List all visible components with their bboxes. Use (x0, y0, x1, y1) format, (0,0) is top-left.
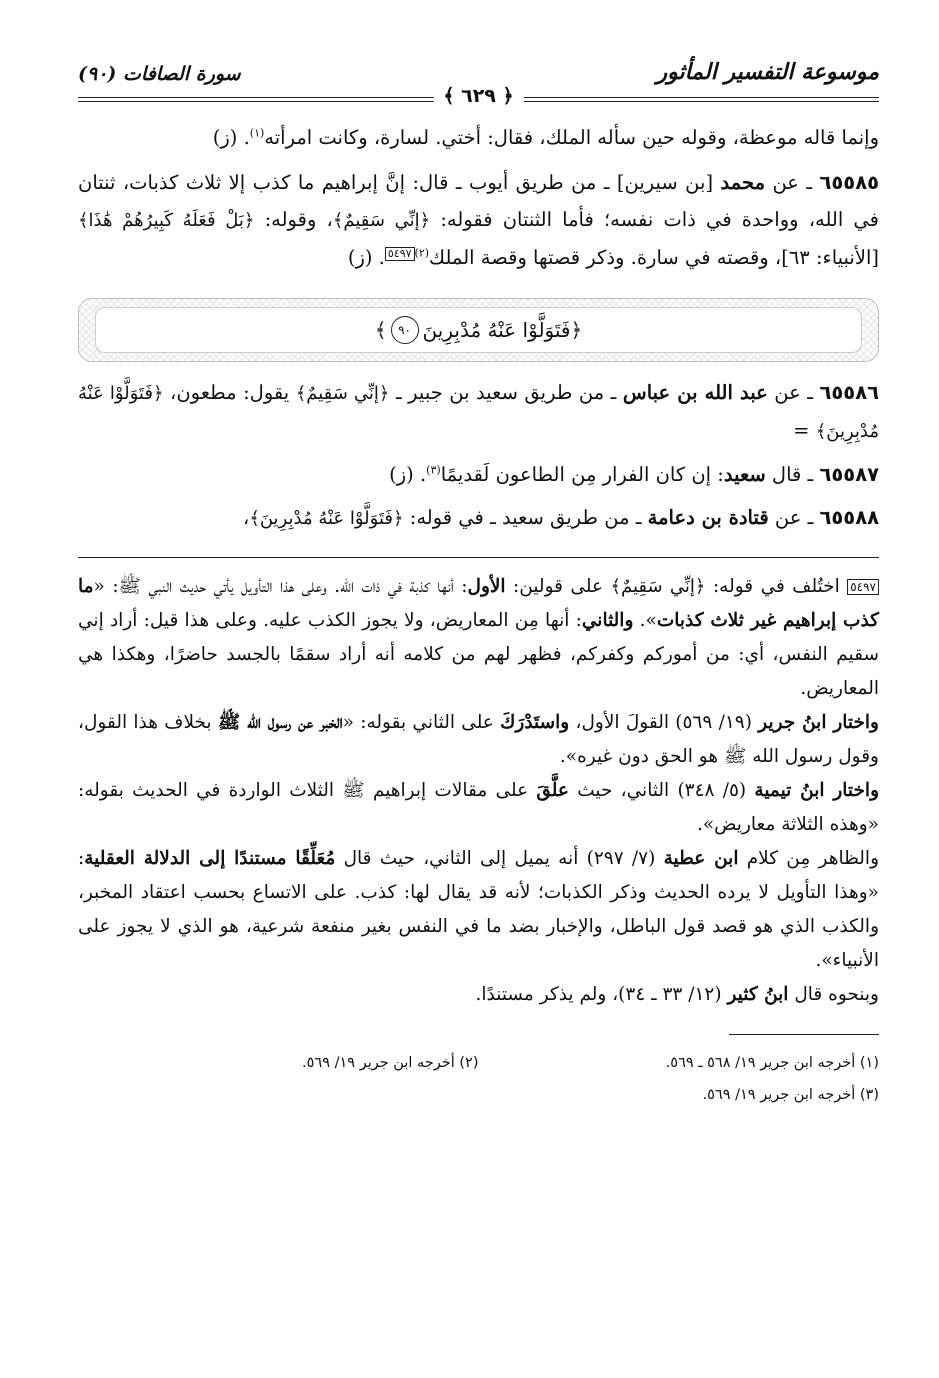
narration-65588: ٦٥٥٨٨ ـ عن قتادة بن دعامة ـ من طريق سعيد ـ في قوله: ﴿فَتَوَلَّوْا عَنْهُ مُدْبِرِينَ﴾، (243, 506, 879, 529)
footnotes-divider (729, 1034, 879, 1035)
quran-quote: ﴿إنِّي سَقِيمٌ﴾ (295, 383, 390, 404)
ayah-number-marker: ٩٠ (391, 316, 419, 344)
note-ibn-kathir: وبنحوه قال ابنُ كثير (١٢/ ٣٣ ـ ٣٤)، ولم يذكر مستندًا. (475, 984, 879, 1005)
verse-text: ﴿فَتَوَلَّوْا عَنْهُ مُدْبِرِينَ (422, 318, 583, 342)
quran-quote: ﴿بَلْ فَعَلَهُ كَبِيرُهُمْ هَٰذَا﴾ (78, 210, 255, 231)
quran-quote: ﴿فَتَوَلَّوْا عَنْهُ مُدْبِرِينَ﴾ (78, 383, 879, 442)
narration-65586: ٦٥٥٨٦ ـ عن عبد الله بن عباس ـ من طريق سعيد بن جبير ـ ﴿إنِّي سَقِيمٌ﴾ يقول: مطعون، ﴿فَتَوَلَّوْا عَنْهُ مُدْبِرِينَ﴾ = (78, 381, 879, 442)
verse-banner-inner: ﴿فَتَوَلَّوْا عَنْهُ مُدْبِرِينَ ٩٠ ﴾ (95, 307, 862, 353)
quran-quote: ﴿فَتَوَلَّوْا عَنْهُ مُدْبِرِينَ﴾ (249, 508, 404, 529)
surah-title: سورة الصافات (٩٠) (78, 63, 241, 85)
commentary-notes (78, 570, 879, 1012)
quran-quote: ﴿إنِّي سَقِيمٌ﴾ (332, 210, 431, 231)
narrator-name: قتادة بن دعامة (647, 506, 769, 529)
narration-65585: ٦٥٥٨٥ ـ عن محمد [بن سيرين] ـ من طريق أيوب ـ قال: إنَّ إبراهيم ما كذب إلا ثلاث كذبات، ثنتان في الله، وواحدة في ذات نفسه؛ فأما الثنتان فقوله: ﴿إنِّي سَقِيمٌ﴾، وقوله: ﴿بَلْ فَعَلَهُ كَبِيرُهُمْ هَٰذَا﴾ [الأنبياء: ٦٣]، وقصته في سارة. وذكر قصتها وقصة الملك$^{(٢)}$٥٤٩٧. (ز) (78, 171, 879, 269)
scholar-name: ابنُ كثير (727, 984, 789, 1005)
footnote-2: (٢) أخرجه ابن جرير ١٩/ ٥٦٩. (302, 1055, 479, 1071)
narration-number: ٦٥٥٨٨ (819, 506, 879, 529)
narration-number: ٦٥٥٨٥ (819, 171, 879, 194)
notes-divider (78, 557, 879, 558)
narration-number: ٦٥٥٨٧ (819, 463, 879, 486)
hadith-quote: ما كذب إبراهيم غير ثلاث كذبات (78, 576, 879, 631)
scholar-name: ابن عطية (663, 848, 739, 869)
paragraph-1: وإنما قاله موعظة، وقوله حين سأله الملك، فقال: أختي. لسارة، وكانت امرأته$^{(١)}$. (ز) (212, 126, 879, 149)
main-text-2 (78, 374, 879, 537)
page-number: ﴿ ٦٢٩ ﴾ (433, 85, 523, 107)
narrator-name: محمد (720, 171, 766, 194)
book-title: موسوعة التفسير المأثور (656, 59, 879, 85)
note-ibn-taymiyya: واختار ابنُ تيمية (٥/ ٣٤٨) الثاني، حيث علَّقَ على مقالات إبراهيم ﷺ الثلاث الواردة في الحديث بقوله: «وهذه الثلاثة معاريض». (78, 780, 880, 835)
note-5497: ٥٤٩٧ اختُلف في قوله: ﴿إنِّي سَقِيمٌ﴾ على قولين: الأول: أنها كذبة في ذات الله. وعلى هذا التأويل يأتي حديث النبي ﷺ: «ما كذب إبراهيم غير ثلاث كذبات». والثاني: أنها مِن المعاريض، ولا يجوز الكذب عليه. وعلى هذا قيل: أراد إني سقيم النفس، أي: من أموركم وكفركم، فظهر لهم من كلامه أنه أراد سقمًا بالجسد حاضرًا، وهكذا هي المعاريض. (78, 576, 879, 699)
footnotes (78, 1047, 879, 1111)
note-reference-box[interactable]: ٥٤٩٧ (385, 247, 415, 261)
narrator-name: عبد الله بن عباس (622, 381, 768, 404)
narration-65587: ٦٥٥٨٧ ـ قال سعيد: إن كان الفرار مِن الطاعون لَقديمًا$^{(٣)}$. (ز) (389, 463, 879, 486)
note-ibn-jarir: واختار ابنُ جرير (١٩/ ٥٦٩) القولَ الأول، واستَدْرَكَ على الثاني بقوله: «الخبر عن رسول الله ﷺ بخلاف هذا القول، وقول رسول الله ﷺ هو الحق دون غيره». (78, 712, 879, 767)
footnote-ref[interactable]: (٣) (426, 463, 441, 477)
verse-banner (78, 298, 879, 362)
footnote-3: (٣) أخرجه ابن جرير ١٩/ ٥٦٩. (702, 1087, 879, 1103)
book-page (78, 55, 879, 1358)
footnote-ref[interactable]: (٢) (414, 246, 430, 260)
scholar-name: ابنُ جرير (758, 712, 827, 733)
page-header (78, 55, 879, 107)
note-number-box: ٥٤٩٧ (847, 579, 879, 595)
quran-quote: ﴿إنِّي سَقِيمٌ﴾ (610, 576, 706, 597)
narration-number: ٦٥٥٨٦ (819, 381, 879, 404)
footnote-1: (١) أخرجه ابن جرير ١٩/ ٥٦٨ ـ ٥٦٩. (665, 1055, 879, 1071)
narrator-name: سعيد (723, 463, 766, 486)
scholar-name: ابنُ تيمية (754, 780, 825, 801)
main-text (78, 119, 879, 276)
note-ibn-atiyya: والظاهر مِن كلام ابن عطية (٧/ ٢٩٧) أنه يميل إلى الثاني، حيث قال مُعَلِّقًا مستندًا إلى الدلالة العقلية: «وهذا التأويل لا يرده الحديث وذكر الكذبات؛ لأنه قد يقال لها: كذب. على الاتساع بحسب اعتقاد المخبر، والكذب الذي هو قصد قول الباطل، والإخبار بضد ما في النفس بغير منفعة شرعية، هو الذي لا يجوز على الأنبياء». (78, 848, 880, 971)
footnote-ref[interactable]: (١) (249, 126, 265, 140)
